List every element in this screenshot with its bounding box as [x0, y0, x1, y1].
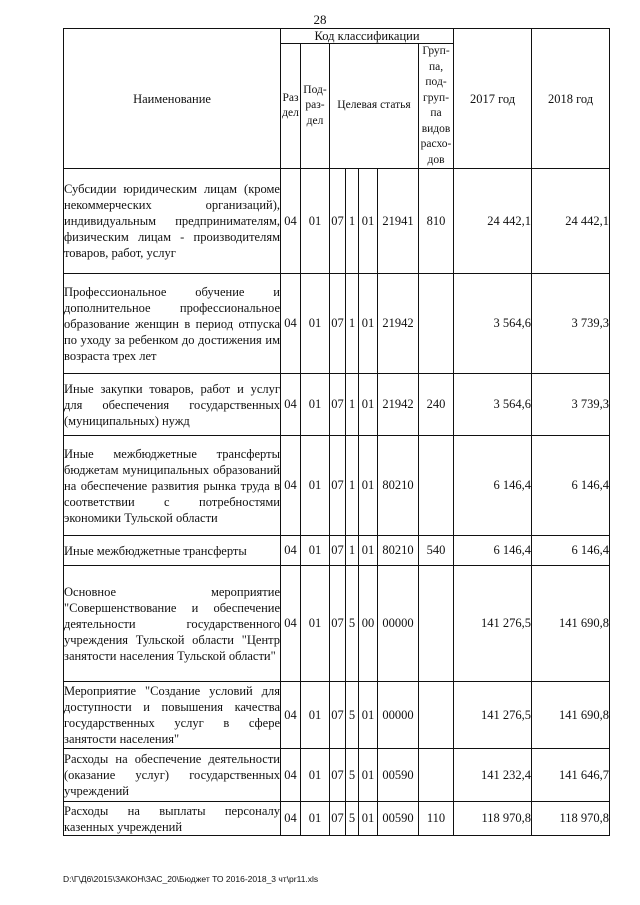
- row-section: 04: [281, 436, 301, 536]
- row-section: 04: [281, 566, 301, 682]
- row-expense-group: 110: [419, 802, 454, 836]
- row-expense-group: 540: [419, 536, 454, 566]
- row-name: Иные межбюджетные трансферты бюджетам муниципальных образований на обеспечение развития рынка труда в соответствии с потребностями экономики Тульской области: [64, 436, 281, 536]
- row-section: 04: [281, 169, 301, 274]
- row-article-program: 07: [330, 536, 346, 566]
- row-subsection: 01: [301, 274, 330, 374]
- row-article-direction: 80210: [378, 436, 419, 536]
- row-expense-group: 810: [419, 169, 454, 274]
- row-value-2017: 3 564,6: [454, 274, 532, 374]
- row-article-subprogram: 5: [346, 749, 359, 802]
- row-article-event: 01: [359, 802, 378, 836]
- row-name: Субсидии юридическим лицам (кроме некоммерческих организаций), индивидуальным предпринимателям, физическим лицам - производителям товаров, работ, услуг: [64, 169, 281, 274]
- row-value-2018: 6 146,4: [532, 536, 610, 566]
- header-year-2018: 2018 год: [532, 29, 610, 169]
- row-expense-group: [419, 682, 454, 749]
- row-value-2017: 24 442,1: [454, 169, 532, 274]
- file-path-footer: D:\Г\Д6\2015\ЗАКОН\ЗАС_20\Бюджет ТО 2016-2018_3 чт\pr11.xls: [63, 874, 319, 884]
- row-name: Расходы на выплаты персоналу казенных учреждений: [64, 803, 280, 834]
- row-subsection: 01: [301, 802, 330, 836]
- row-article-program: 07: [330, 169, 346, 274]
- row-article-direction: 21942: [378, 374, 419, 436]
- row-subsection: 01: [301, 436, 330, 536]
- row-value-2017: 141 232,4: [454, 749, 532, 802]
- row-article-direction: 00000: [378, 682, 419, 749]
- row-article-subprogram: 5: [346, 682, 359, 749]
- table-row: [64, 682, 610, 749]
- table-row: [64, 566, 610, 682]
- row-value-2017: 141 276,5: [454, 566, 532, 682]
- row-article-event: 01: [359, 274, 378, 374]
- row-section: 04: [281, 274, 301, 374]
- row-article-subprogram: 5: [346, 802, 359, 836]
- row-article-subprogram: 5: [346, 566, 359, 682]
- row-name: Расходы на обеспечение деятельности (оказание услуг) государственных учреждений: [64, 749, 281, 802]
- row-section: 04: [281, 374, 301, 436]
- row-article-event: 01: [359, 536, 378, 566]
- table-row: [64, 274, 610, 374]
- header-section: Раз дел: [281, 44, 301, 169]
- row-article-program: 07: [330, 436, 346, 536]
- row-subsection: 01: [301, 374, 330, 436]
- row-article-event: 01: [359, 749, 378, 802]
- row-name: Профессиональное обучение и дополнительное профессиональное образование женщин в период отпуска по уходу за ребенком до достижения им возраста трех лет: [64, 274, 281, 374]
- row-value-2018: 3 739,3: [532, 274, 610, 374]
- row-article-subprogram: 1: [346, 436, 359, 536]
- row-section: 04: [281, 749, 301, 802]
- row-expense-group: [419, 274, 454, 374]
- table-row: [64, 749, 610, 802]
- row-value-2017: 141 276,5: [454, 682, 532, 749]
- table-row: [64, 374, 610, 436]
- row-article-program: 07: [330, 802, 346, 836]
- row-article-program: 07: [330, 566, 346, 682]
- row-subsection: 01: [301, 682, 330, 749]
- row-article-program: 07: [330, 274, 346, 374]
- row-subsection: 01: [301, 536, 330, 566]
- row-article-subprogram: 1: [346, 536, 359, 566]
- row-value-2017: 3 564,6: [454, 374, 532, 436]
- row-value-2018: 141 646,7: [532, 749, 610, 802]
- row-value-2018: 141 690,8: [532, 566, 610, 682]
- row-value-2017: 6 146,4: [454, 536, 532, 566]
- row-name: Иные закупки товаров, работ и услуг для обеспечения государственных (муниципальных) нужд: [64, 374, 281, 436]
- row-name: Иные межбюджетные трансферты: [64, 536, 281, 566]
- row-article-subprogram: 1: [346, 374, 359, 436]
- row-article-direction: 80210: [378, 536, 419, 566]
- row-article-direction: 00590: [378, 802, 419, 836]
- row-value-2018: 6 146,4: [532, 436, 610, 536]
- row-expense-group: [419, 749, 454, 802]
- row-value-2018: 141 690,8: [532, 682, 610, 749]
- row-article-program: 07: [330, 749, 346, 802]
- header-subsection: Под- раз- дел: [301, 44, 330, 169]
- header-target-article: Целевая статья: [330, 44, 419, 169]
- row-name: Мероприятие "Создание условий для доступности и повышения качества государственных услуг в сфере занятости населения": [64, 682, 281, 749]
- row-article-event: 00: [359, 566, 378, 682]
- row-article-program: 07: [330, 682, 346, 749]
- row-expense-group: [419, 566, 454, 682]
- row-article-event: 01: [359, 374, 378, 436]
- row-article-program: 07: [330, 374, 346, 436]
- row-subsection: 01: [301, 566, 330, 682]
- row-value-2017: 6 146,4: [454, 436, 532, 536]
- header-classification-code: Код классификации: [281, 29, 454, 44]
- row-section: 04: [281, 802, 301, 836]
- row-article-direction: 00590: [378, 749, 419, 802]
- table-row: [64, 169, 610, 274]
- budget-table: [63, 28, 610, 836]
- table-row: [64, 536, 610, 566]
- header-expense-group: Груп- па, под- груп- па видов расхо- дов: [419, 44, 454, 169]
- table-row: [64, 802, 610, 836]
- row-value-2017: 118 970,8: [454, 802, 532, 836]
- row-article-subprogram: 1: [346, 169, 359, 274]
- row-article-event: 01: [359, 169, 378, 274]
- row-value-2018: 24 442,1: [532, 169, 610, 274]
- row-subsection: 01: [301, 749, 330, 802]
- row-article-direction: 21941: [378, 169, 419, 274]
- row-article-subprogram: 1: [346, 274, 359, 374]
- row-value-2018: 3 739,3: [532, 374, 610, 436]
- header-name: Наименование: [64, 29, 281, 169]
- row-section: 04: [281, 682, 301, 749]
- row-article-event: 01: [359, 682, 378, 749]
- row-article-event: 01: [359, 436, 378, 536]
- row-subsection: 01: [301, 169, 330, 274]
- row-section: 04: [281, 536, 301, 566]
- table-row: [64, 436, 610, 536]
- header-year-2017: 2017 год: [454, 29, 532, 169]
- row-article-direction: 00000: [378, 566, 419, 682]
- row-expense-group: 240: [419, 374, 454, 436]
- row-name: Основное мероприятие "Совершенствование и обеспечение деятельности государственного учреждения Тульской области "Центр занятости населения Тульской области": [64, 566, 281, 682]
- row-value-2018: 118 970,8: [532, 802, 610, 836]
- row-article-direction: 21942: [378, 274, 419, 374]
- row-expense-group: [419, 436, 454, 536]
- page-number: 28: [313, 12, 327, 27]
